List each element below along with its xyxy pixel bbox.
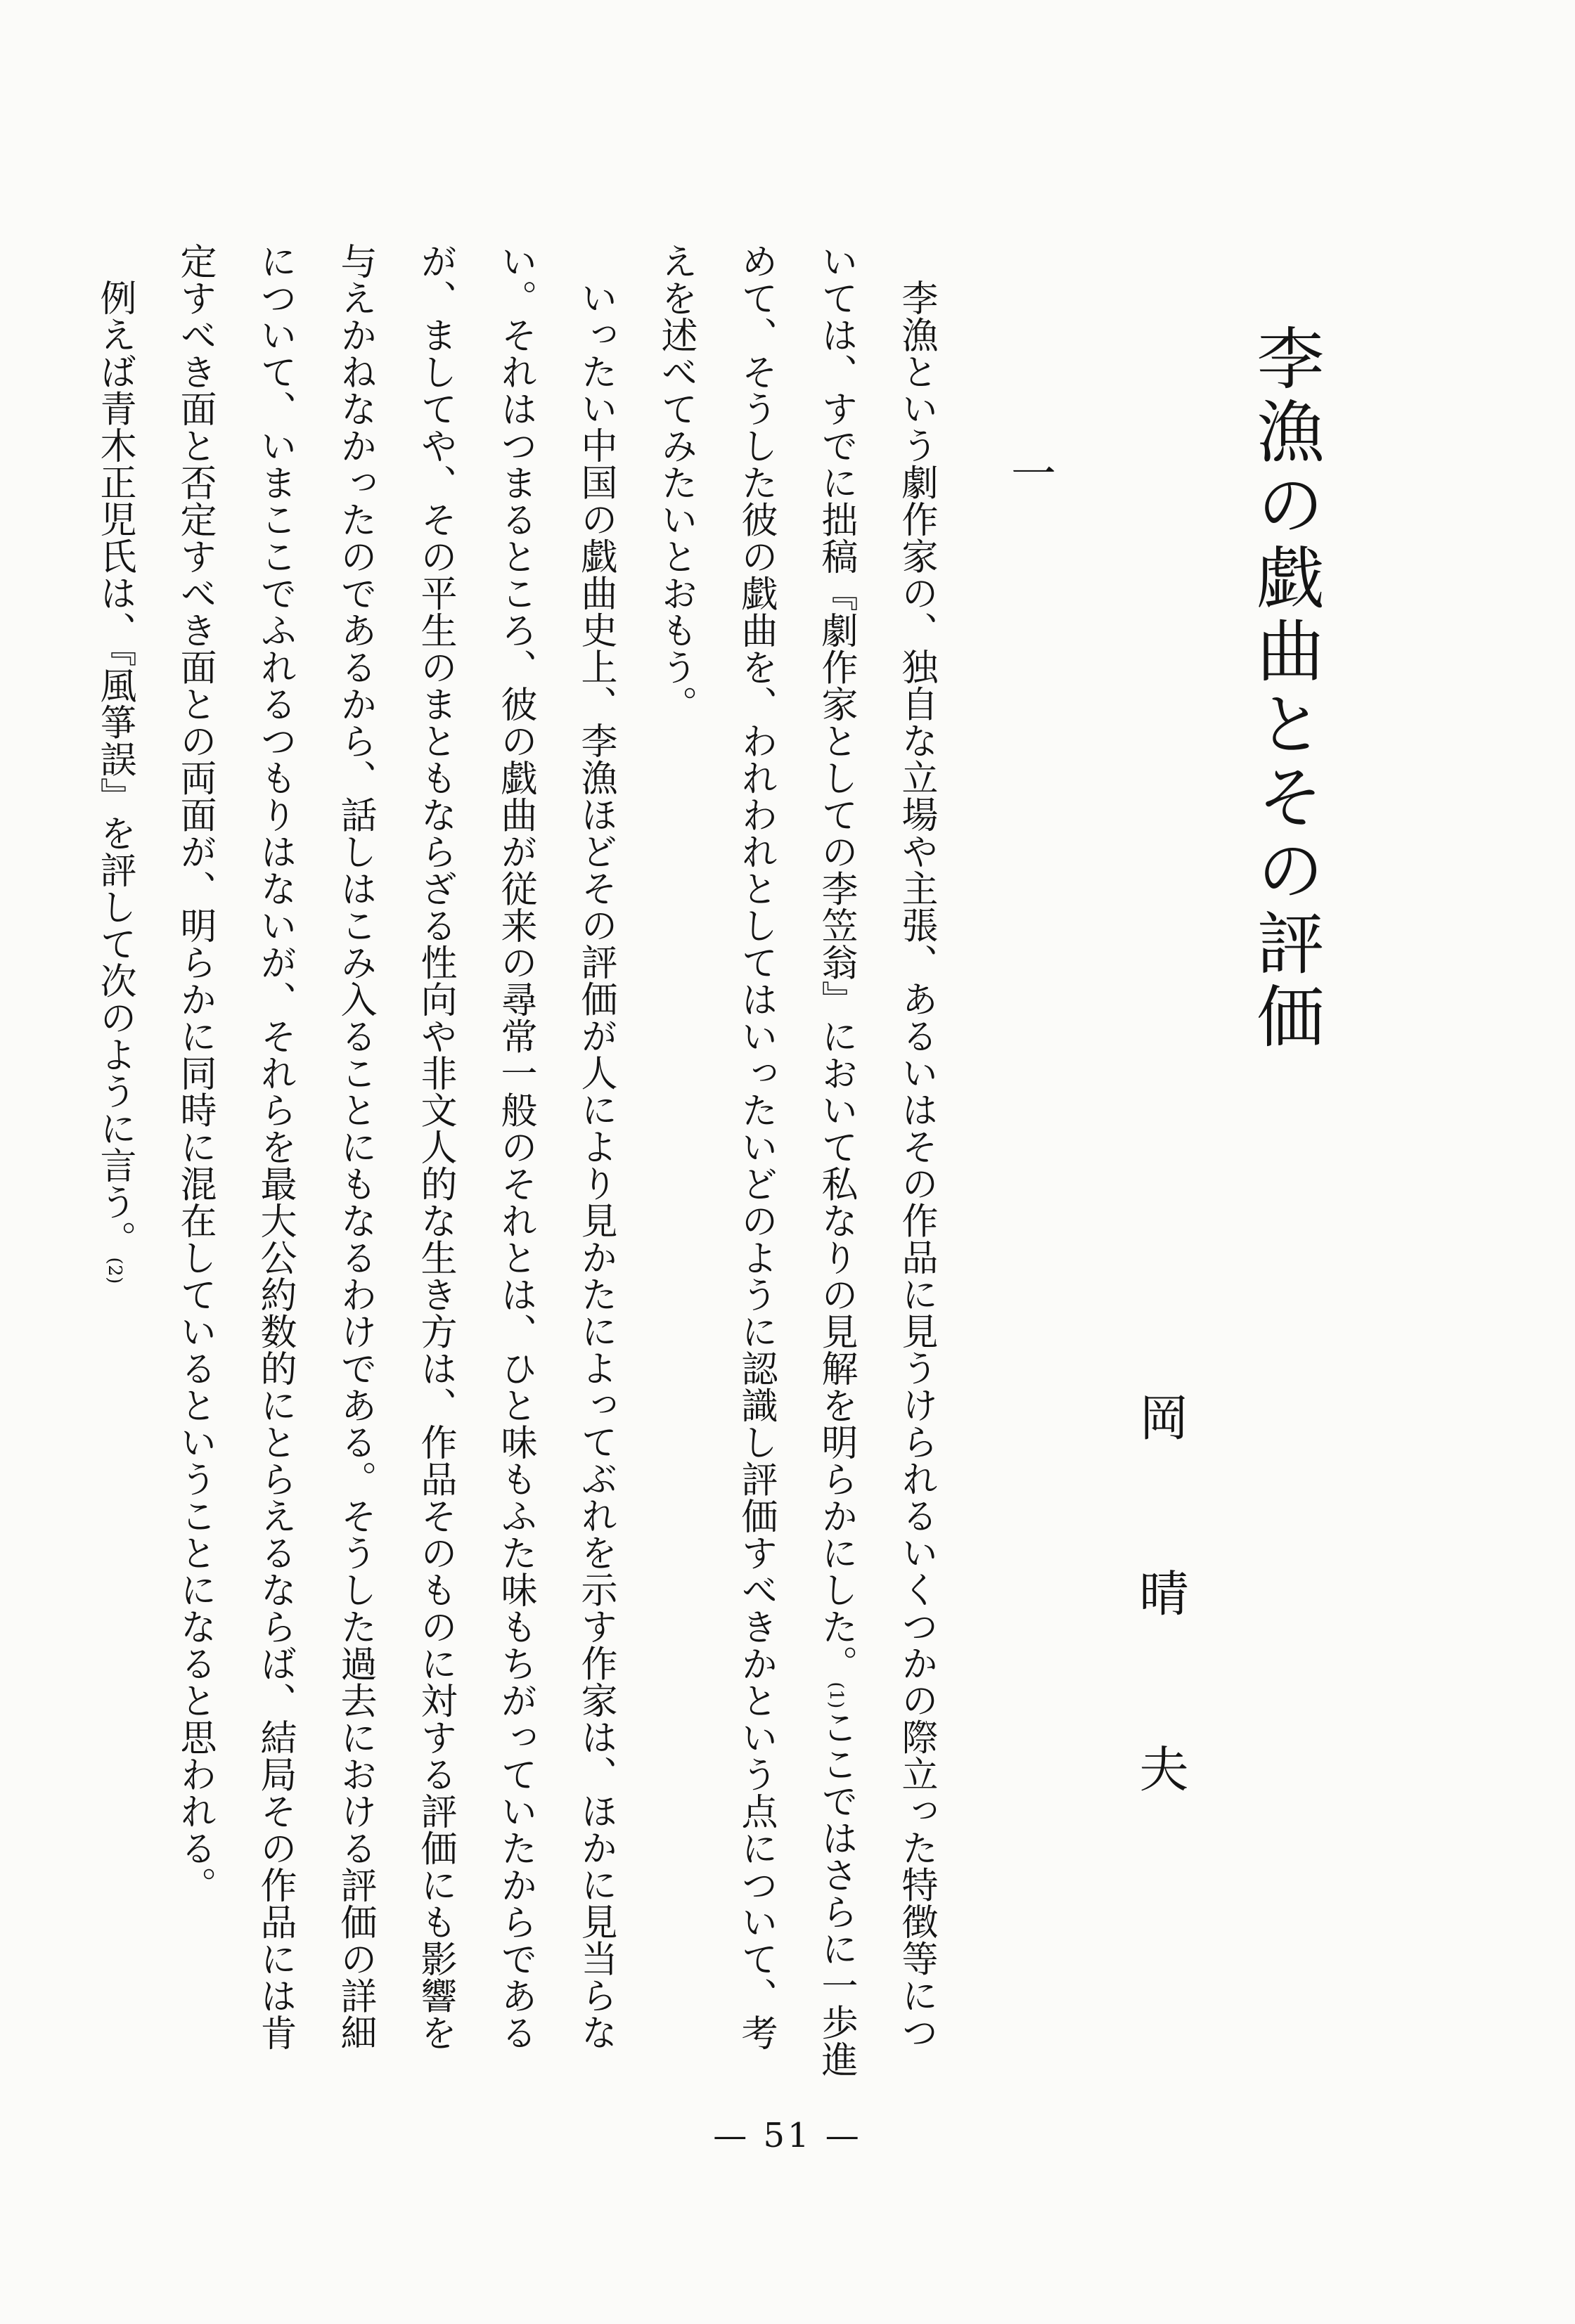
footnote-marker: (2) bbox=[104, 1257, 125, 1284]
section-number: 一 bbox=[1003, 450, 1055, 495]
footnote-marker: (1) bbox=[825, 1681, 847, 1709]
page-number: — 51 — bbox=[713, 2116, 862, 2155]
paragraph: 李漁という劇作家の、独自な立場や主張、あるいはその作品に見うけられるいくつかの際立った特徴等については、すでに拙稿『劇作家としての李笠翁』において私なりの見解を明らかにした。(1)ここではさらに一歩進めて、そうした彼の戯曲を、われわれとしてはいったいどのように認識し評価すべきかという点について、考えを述べてみたいとおもう。 bbox=[655, 243, 937, 2078]
paragraph: いったい中国の戯曲史上、李漁ほどその評価が人により見かたによってぶれを示す作家は、ほかに見当らない。それはつまるところ、彼の戯曲が従来の尋常一般のそれとは、ひと味もふた味もちがっていたからであるが、ましてや、その平生のまともならざる性向や非文人的な生き方は、作品そのものに対する評価にも影響を与えかねなかったのであるから、話しはこみ入ることにもなるわけである。そうした過去における評価の詳細について、いまここでふれるつもりはないが、それらを最大公約数的にとらえるならば、結局その作品には肯定すべき面と否定すべき面との両面が、明らかに同時に混在しているということになると思われる。 bbox=[174, 243, 617, 2051]
paragraph: 例えば青木正児氏は、『風箏誤』を評して次のように言う。(2) bbox=[94, 279, 136, 1284]
author-name: 岡晴夫 bbox=[1131, 1392, 1189, 1919]
article-title: 李漁の戯曲とその評価 bbox=[1246, 323, 1325, 1054]
article-body bbox=[75, 243, 956, 2084]
